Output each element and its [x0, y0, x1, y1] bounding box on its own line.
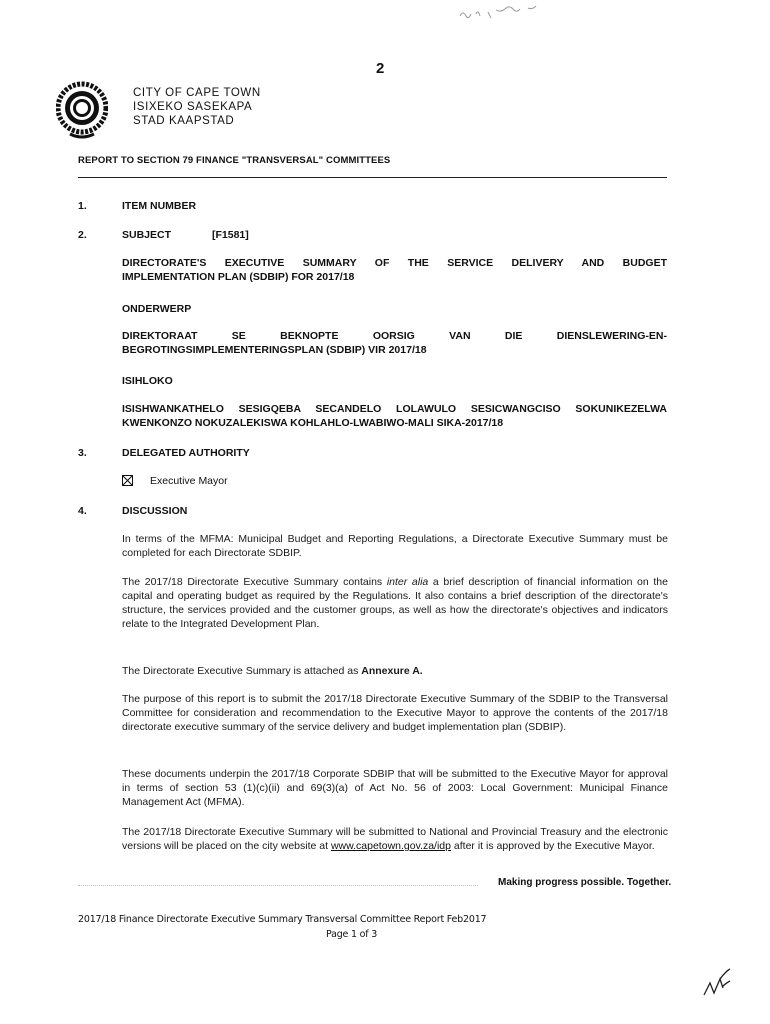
handwritten-scribble — [458, 4, 548, 22]
item-1-number: 1. — [78, 200, 87, 212]
tagline: Making progress possible. Together. — [498, 877, 672, 888]
report-title: REPORT TO SECTION 79 FINANCE "TRANSVERSAL" COMMITTEES — [78, 155, 391, 166]
subject-afrikaans-line-2: BEGROTINGSIMPLEMENTERINGSPLAN (SDBIP) VIR 2017/18 — [122, 344, 427, 356]
subject-english-line-1: DIRECTORATE'S EXECUTIVE SUMMARY OF THE SERVICE DELIVERY AND BUDGET — [122, 257, 667, 269]
subject-xhosa-line-2: KWENKONZO NOKUZALEKISWA KOHLAHLO-LWABIWO-MALI SIKA-2017/18 — [122, 417, 504, 429]
discussion-paragraph-3 — [122, 664, 668, 678]
item-3-heading: DELEGATED AUTHORITY — [122, 447, 250, 459]
afrikaans-heading: ONDERWERP — [122, 303, 192, 315]
footer-document-title: 2017/18 Finance Directorate Executive Summary Transversal Committee Report Feb2017 — [78, 914, 487, 925]
discussion-paragraph-4 — [122, 692, 668, 734]
executive-mayor-label: Executive Mayor — [150, 475, 228, 487]
city-website-link[interactable]: www.capetown.gov.za/idp — [330, 840, 451, 852]
discussion-paragraph-4-text: The purpose of this report is to submit the 2017/18 Directorate Executive Summary of the SDBIP to the Transversal Committee for consideration and recommendation to the Executive Mayor to approve the contents of the 2017/18 directorate executive summary of the service delivery and budget implementation plan (SDBIP). — [122, 693, 668, 733]
city-name-xh: ISIXEKO SASEKAPA — [133, 101, 253, 113]
subject-afrikaans — [122, 329, 667, 357]
footer-dotted-line — [78, 885, 478, 886]
item-1-heading: ITEM NUMBER — [122, 200, 197, 212]
p6-text-a: The 2017/18 Directorate Executive Summary will be submitted to National and Provincial Treasury and the electronic versions will be placed on the city website at — [122, 826, 668, 852]
city-of-cape-town-logo — [56, 78, 108, 140]
subject-english — [122, 256, 667, 284]
item-4-number: 4. — [78, 505, 87, 517]
xhosa-heading: ISIHLOKO — [122, 375, 173, 387]
page-number: 2 — [376, 60, 385, 77]
discussion-paragraph-1-text: In terms of the MFMA: Municipal Budget and Reporting Regulations, a Directorate Executive Summary must be completed for each Directorate SDBIP. — [122, 533, 668, 559]
item-2-number: 2. — [78, 229, 87, 241]
discussion-paragraph-5-text: These documents underpin the 2017/18 Corporate SDBIP that will be submitted to the Executive Mayor for approval in terms of section 53 (1)(c)(ii) and 69(3)(a) of Act No. 56 of 2003: Local Government: Municipal Finance Management Act (MFMA). — [122, 768, 668, 808]
city-name-af: STAD KAAPSTAD — [133, 115, 235, 127]
item-2-code: [F1581] — [212, 229, 249, 241]
discussion-paragraph-2 — [122, 575, 668, 631]
item-3-number: 3. — [78, 447, 87, 459]
header-divider — [78, 177, 667, 178]
annexure-a-ref: Annexure A. — [361, 665, 423, 677]
p2-text-a: The 2017/18 Directorate Executive Summary contains — [122, 576, 387, 588]
item-4-heading: DISCUSSION — [122, 505, 188, 517]
discussion-paragraph-1 — [122, 532, 668, 560]
city-name-en: CITY OF CAPE TOWN — [133, 87, 261, 99]
discussion-paragraph-6 — [122, 825, 668, 853]
city-name-block — [133, 86, 261, 128]
handwritten-initials — [700, 965, 734, 1003]
subject-afrikaans-line-1: DIREKTORAAT SE BEKNOPTE OORSIG VAN DIE DIENSLEWERING-EN- — [122, 330, 667, 342]
subject-english-line-2: IMPLEMENTATION PLAN (SDBIP) FOR 2017/18 — [122, 271, 355, 283]
subject-xhosa-line-1: ISISHWANKATHELO SESIGQEBA SECANDELO LOLAWULO SESICWANGCISO SOKUNIKEZELWA — [122, 403, 667, 415]
discussion-paragraph-5 — [122, 767, 668, 809]
executive-mayor-checkbox[interactable] — [122, 475, 133, 486]
subject-xhosa — [122, 402, 667, 430]
p3-text: The Directorate Executive Summary is attached as — [122, 665, 362, 677]
footer-page-count: Page 1 of 3 — [326, 929, 378, 940]
p2-text-b: a brief description of financial information on the capital and operating budget as required by the Regulations. It also contains a brief description of the directorate's structure, the services provided and the customer groups, as well as how the directorate's objectives and indicators relate to the Integrated Development Plan. — [122, 576, 668, 630]
item-2-heading: SUBJECT — [122, 229, 172, 241]
p6-text-b: after it is approved by the Executive Mayor. — [451, 840, 655, 852]
p2-italic: inter alia — [386, 576, 429, 588]
